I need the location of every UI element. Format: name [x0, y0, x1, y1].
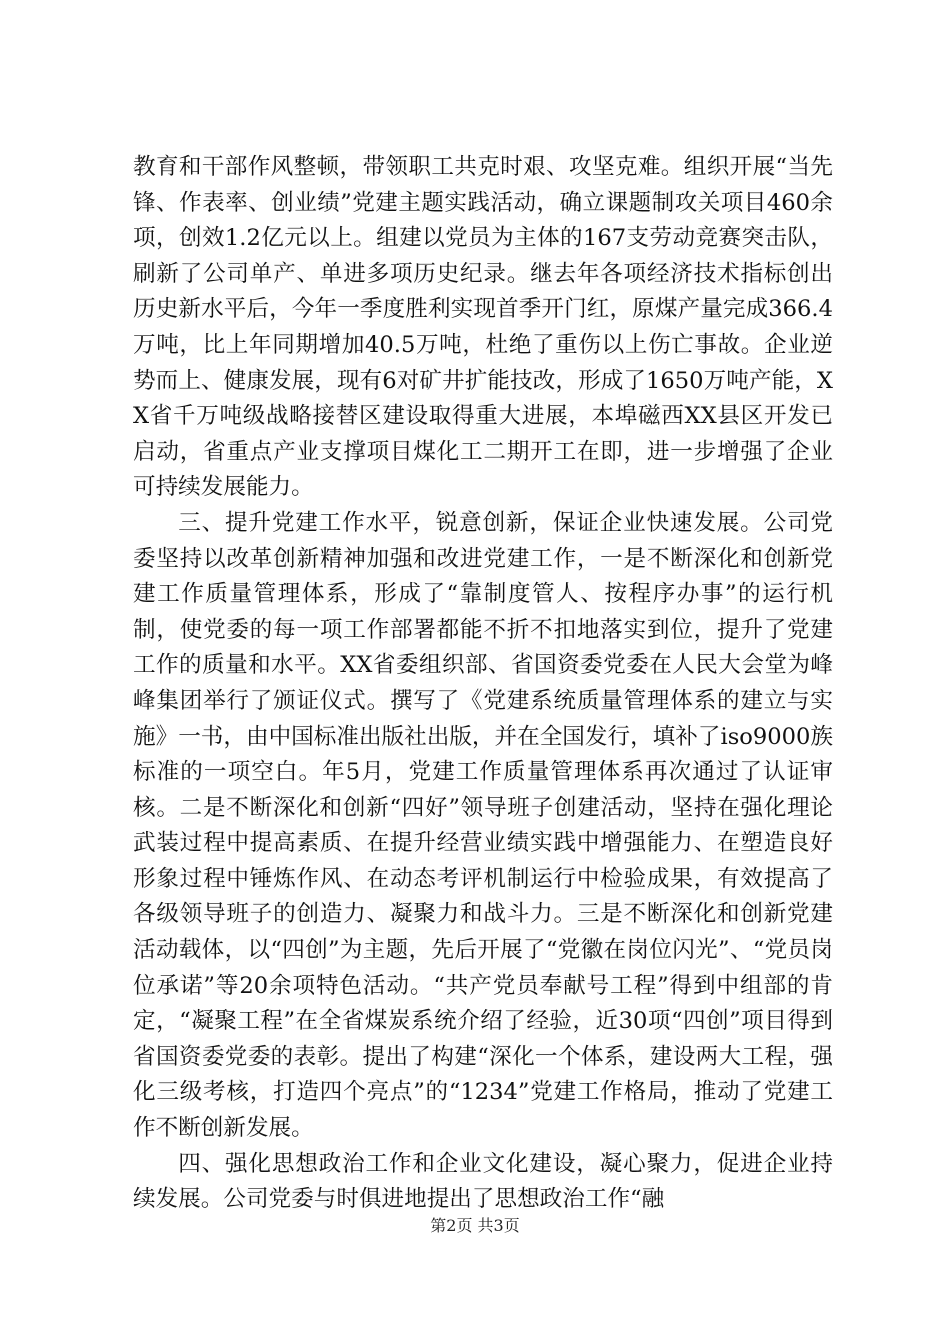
- page-number-footer: 第2页 共3页: [430, 1216, 520, 1235]
- paragraph-section-three: 三、提升党建工作水平，锐意创新，保证企业快速发展。公司党委坚持以改革创新精神加强和改进党建工作，一是不断深化和创新党建工作质量管理体系，形成了“靠制度管人、按程序办事”的运行机制，使党委的每一项工作部署都能不折不扣地落实到位，提升了党建工作的质量和水平。XX省委组织部、省国资委党委在人民大会堂为峰峰集团举行了颁证仪式。撰写了《党建系统质量管理体系的建立与实施》一书，由中国标准出版社出版，并在全国发行，填补了iso9000族标准的一项空白。年5月，党建工作质量管理体系再次通过了认证审核。二是不断深化和创新“四好”领导班子创建活动，坚持在强化理论武装过程中提高素质、在提升经营业绩实践中增强能力、在塑造良好形象过程中锤炼作风、在动态考评机制运行中检验成果，有效提高了各级领导班子的创造力、凝聚力和战斗力。三是不断深化和创新党建活动载体，以“四创”为主题，先后开展了“党徽在岗位闪光”、“党员岗位承诺”等20余项特色活动。“共产党员奉献号工程”得到中组部的肯定，“凝聚工程”在全省煤炭系统介绍了经验，近30项“四创”项目得到省国资委党委的表彰。提出了构建“深化一个体系，建设两大工程，强化三级考核，打造四个亮点”的“1234”党建工作格局，推动了党建工作不断创新发展。: [133, 509, 833, 1142]
- paragraph-section-four: 四、强化思想政治工作和企业文化建设，凝心聚力，促进企业持续发展。公司党委与时俱进地提出了思想政治工作“融: [133, 1150, 833, 1213]
- paragraph-continuation: 教育和干部作风整顿，带领职工共克时艰、攻坚克难。组织开展“当先锋、作表率、创业绩”党建主题实践活动，确立课题制攻关项目460余项，创效1.2亿元以上。组建以党员为主体的167支劳动竞赛突击队，刷新了公司单产、单进多项历史纪录。继去年各项经济技术指标创出历史新水平后，今年一季度胜利实现首季开门红，原煤产量完成366.4万吨，比上年同期增加40.5万吨，杜绝了重伤以上伤亡事故。企业逆势而上、健康发展，现有6对矿井扩能技改，形成了1650万吨产能，XX省千万吨级战略接替区建设取得重大进展，本埠磁西XX县区开发已启动，省重点产业支撑项目煤化工二期开工在即，进一步增强了企业可持续发展能力。: [133, 154, 833, 501]
- document-body: [133, 150, 833, 1218]
